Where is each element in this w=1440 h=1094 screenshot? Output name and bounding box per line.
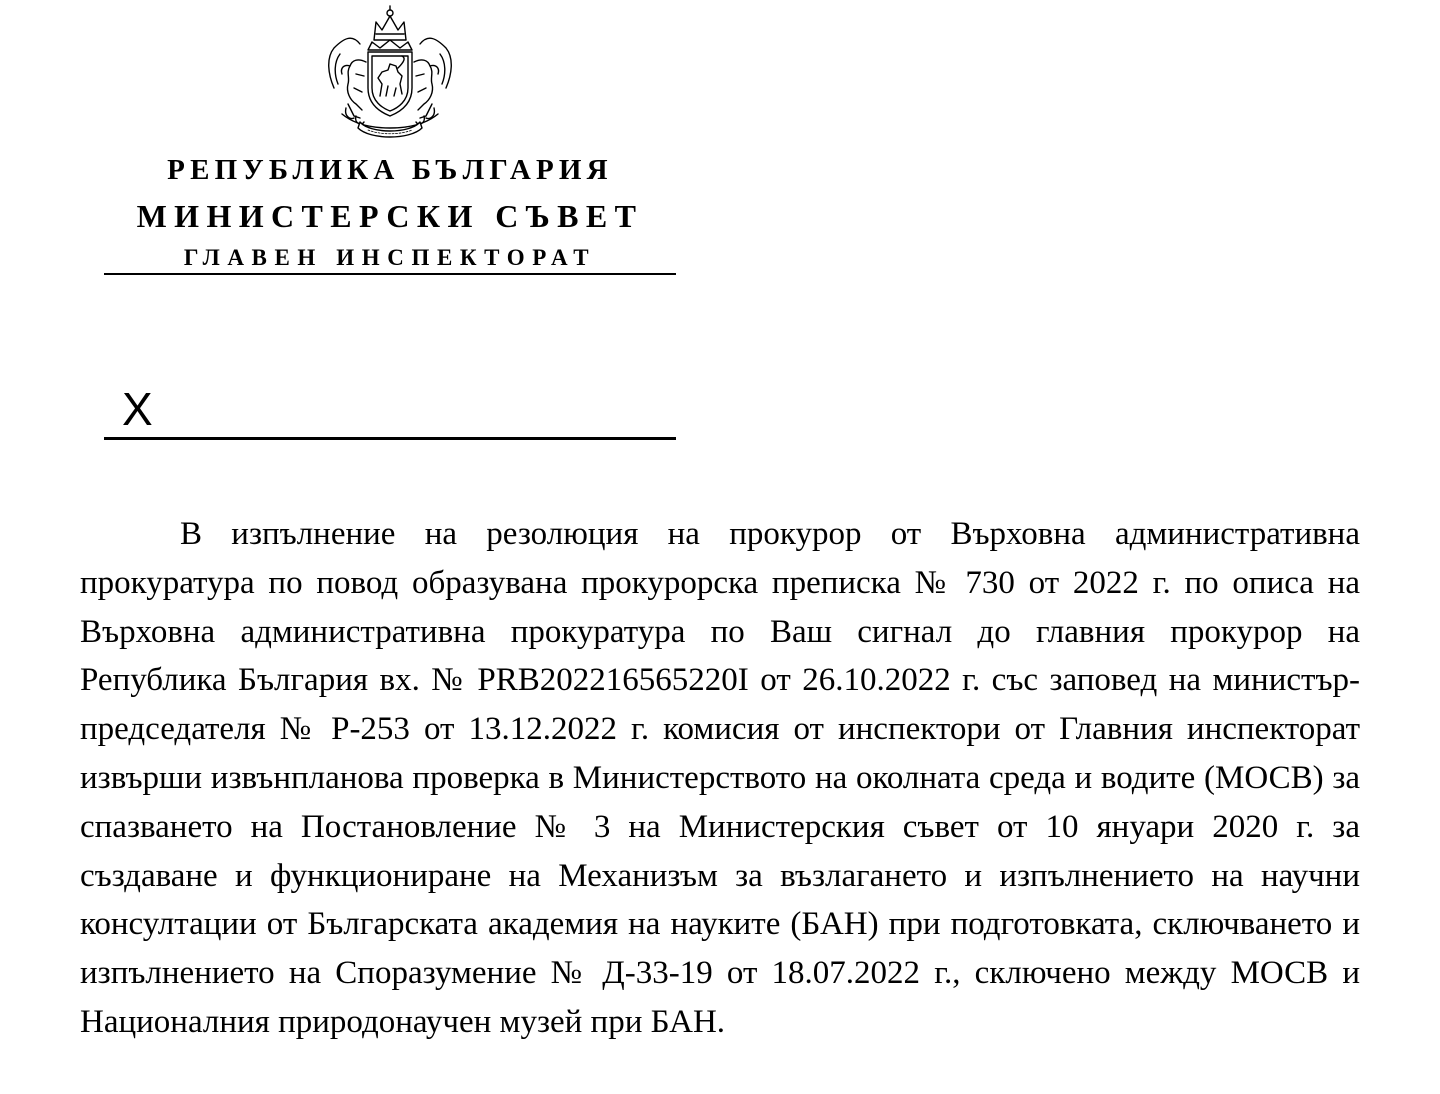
council-name: МИНИСТЕРСКИ СЪВЕТ bbox=[136, 198, 644, 234]
institution-header bbox=[104, 150, 676, 269]
addressee-name: X bbox=[122, 383, 153, 435]
header-divider bbox=[104, 273, 676, 275]
body-paragraph: В изпълнение на резолюция на прокурор от Върховна административна прокуратура по повод образувана прокурорска преписка № 730 от 2022 г. по описа на Върховна административна прокуратура по Ваш сигнал до главния прокурор на Република България вх. № PRB202216565220I от 26.10.2022 г. със заповед на министър-председателя № Р-253 от 13.12.2022 г. комисия от инспектори от Главния инспекторат извърши извънпланова проверка в Министерството на околната среда и водите (МОСВ) за спазването на Постановление № 3 на Министерския съвет от 10 януари 2020 г. за създаване и функциониране на Механизъм за възлагането и изпълнението на научни консултации от Българската академия на науките (БАН) при подготовката, сключването и изпълнението на Споразумение № Д-33-19 от 18.07.2022 г., сключено между МОСВ и Националния природонаучен музей при БАН. bbox=[80, 516, 1360, 1040]
country-name: РЕПУБЛИКА БЪЛГАРИЯ bbox=[167, 154, 613, 186]
coat-of-arms-icon bbox=[304, 4, 476, 144]
inspectorate-name: ГЛАВЕН ИНСПЕКТОРАТ bbox=[183, 245, 597, 270]
addressee-underline bbox=[104, 437, 676, 440]
